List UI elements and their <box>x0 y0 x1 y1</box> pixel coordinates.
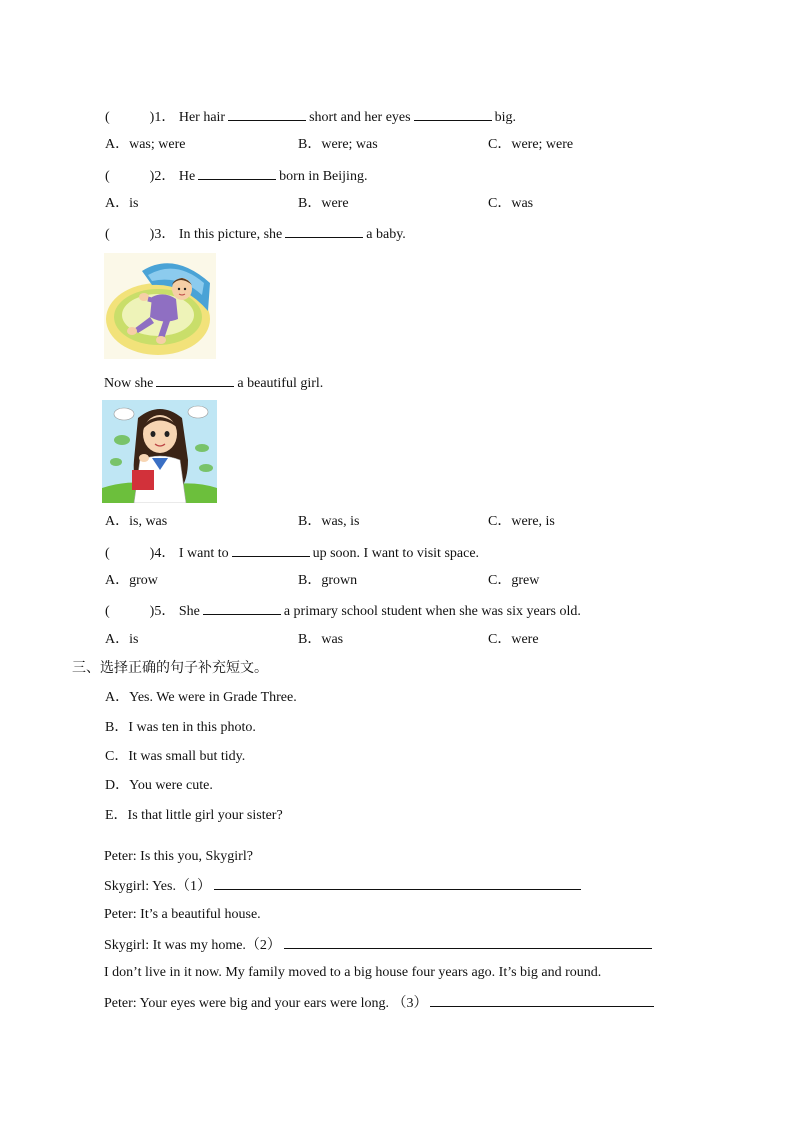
choice-c: C．It was small but tidy. <box>105 749 246 764</box>
option-c: C．were; were <box>488 137 574 152</box>
question-3: ( )3． In this picture, she a baby. <box>105 224 406 244</box>
dialogue-line-2: Skygirl: Yes.（1） <box>104 876 584 896</box>
answer-blank[interactable] <box>203 601 281 615</box>
option-a: A．grow <box>105 573 158 588</box>
girl-illustration <box>102 400 217 503</box>
answer-blank-1[interactable] <box>214 876 581 890</box>
option-b: B．was <box>298 632 344 647</box>
question-2: ( )2． He born in Beijing. <box>105 166 367 186</box>
answer-blank[interactable] <box>228 107 306 121</box>
dialogue-line-5: I don’t live in it now. My family moved to a big house four years ago. It’s big and round. <box>104 965 602 980</box>
question-3-now: Now she a beautiful girl. <box>104 373 323 393</box>
answer-blank[interactable] <box>156 373 234 387</box>
dialogue-line-1: Peter: Is this you, Skygirl? <box>104 849 253 864</box>
dialogue-line-3: Peter: It’s a beautiful house. <box>104 907 261 922</box>
option-a: A．is <box>105 196 139 211</box>
question-5: ( )5． She a primary school student when she was six years old. <box>105 601 581 621</box>
option-a: A．is <box>105 632 139 647</box>
section-3-title: 三、选择正确的句子补充短文。 <box>72 660 268 676</box>
question-1: ( )1． Her hair short and her eyes big. <box>105 107 516 127</box>
answer-blank[interactable] <box>285 224 363 238</box>
question-4: ( )4． I want to up soon. I want to visit space. <box>105 543 479 563</box>
answer-blank-2[interactable] <box>284 935 652 949</box>
choice-e: E．Is that little girl your sister? <box>105 808 283 823</box>
option-b: B．were; was <box>298 137 378 152</box>
option-b: B．was, is <box>298 514 360 529</box>
dialogue-line-6: Peter: Your eyes were big and your ears were long. （3） <box>104 993 657 1013</box>
option-c: C．were <box>488 632 539 647</box>
option-a: A．is, was <box>105 514 168 529</box>
option-c: C．were, is <box>488 514 555 529</box>
option-c: C．grew <box>488 573 540 588</box>
choice-b: B．I was ten in this photo. <box>105 720 256 735</box>
option-b: B．were <box>298 196 349 211</box>
choice-a: A．Yes. We were in Grade Three. <box>105 690 297 705</box>
dialogue-line-4: Skygirl: It was my home.（2） <box>104 935 655 955</box>
answer-blank[interactable] <box>232 543 310 557</box>
option-c: C．was <box>488 196 534 211</box>
option-a: A．was; were <box>105 137 186 152</box>
choice-d: D．You were cute. <box>105 778 213 793</box>
answer-blank-3[interactable] <box>430 993 654 1007</box>
option-b: B．grown <box>298 573 358 588</box>
answer-blank[interactable] <box>198 166 276 180</box>
answer-blank[interactable] <box>414 107 492 121</box>
baby-illustration <box>104 253 216 359</box>
